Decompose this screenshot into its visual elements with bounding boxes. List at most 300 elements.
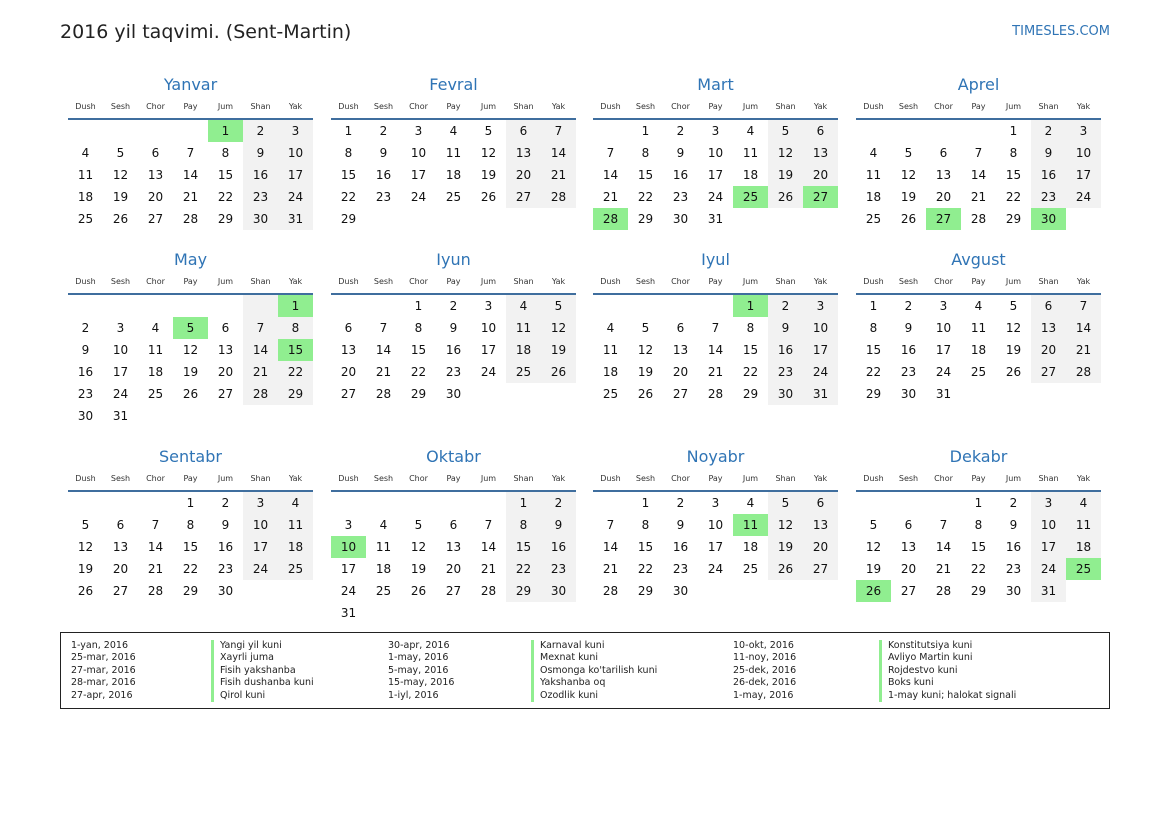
day-cell[interactable]: 20 (672, 365, 689, 379)
day-cell[interactable]: 13 (1031, 317, 1066, 339)
day-cell[interactable]: 24 (480, 365, 497, 379)
day-cell[interactable]: 13 (935, 168, 952, 182)
day-cell[interactable]: 28 (480, 584, 497, 598)
day-cell[interactable]: 21 (1066, 339, 1101, 361)
day-cell[interactable]: 1 (506, 492, 541, 514)
day-cell[interactable]: 17 (707, 168, 724, 182)
day-cell[interactable]: 28 (147, 584, 164, 598)
day-cell[interactable]: 12 (768, 142, 803, 164)
day-cell[interactable]: 12 (480, 146, 497, 160)
day-cell[interactable]: 17 (112, 365, 129, 379)
day-cell[interactable]: 8 (344, 146, 353, 160)
day-cell[interactable]: 15 (217, 168, 234, 182)
day-cell[interactable]: 23 (672, 190, 689, 204)
day-cell[interactable]: 16 (217, 540, 234, 554)
day-cell[interactable]: 23 (243, 186, 278, 208)
day-cell[interactable]: 22 (182, 562, 199, 576)
day-cell[interactable]: 2 (1031, 120, 1066, 142)
day-cell[interactable]: 22 (970, 562, 987, 576)
day-cell[interactable]: 15 (970, 540, 987, 554)
day-cell[interactable]: 14 (1066, 317, 1101, 339)
day-cell[interactable]: 4 (606, 321, 615, 335)
day-cell[interactable]: 25 (865, 212, 882, 226)
day-cell[interactable]: 18 (742, 540, 759, 554)
day-cell[interactable]: 24 (935, 365, 952, 379)
day-cell[interactable]: 18 (375, 562, 392, 576)
day-cell[interactable]: 22 (1005, 190, 1022, 204)
day-cell[interactable]: 9 (676, 146, 685, 160)
day-cell[interactable]: 29 (506, 580, 541, 602)
day-cell[interactable]: 3 (1031, 492, 1066, 514)
day-cell[interactable]: 28 (1066, 361, 1101, 383)
day-cell[interactable]: 30 (672, 584, 689, 598)
day-cell[interactable]: 19 (1005, 343, 1022, 357)
day-cell[interactable]: 21 (243, 361, 278, 383)
day-cell[interactable]: 27 (803, 558, 838, 580)
day-cell[interactable]: 25 (375, 584, 392, 598)
day-cell[interactable]: 7 (379, 321, 388, 335)
day-cell[interactable]: 5 (414, 518, 423, 532)
day-cell[interactable]: 15 (278, 339, 313, 361)
day-cell[interactable]: 19 (541, 339, 576, 361)
day-cell[interactable]: 23 (445, 365, 462, 379)
day-cell[interactable]: 19 (182, 365, 199, 379)
day-cell[interactable]: 21 (147, 562, 164, 576)
day-cell[interactable]: 26 (112, 212, 129, 226)
day-cell[interactable]: 3 (711, 496, 720, 510)
day-cell[interactable]: 12 (182, 343, 199, 357)
day-cell[interactable]: 19 (637, 365, 654, 379)
day-cell[interactable]: 11 (147, 343, 164, 357)
day-cell[interactable]: 11 (1066, 514, 1101, 536)
day-cell[interactable]: 3 (711, 124, 720, 138)
day-cell[interactable]: 3 (243, 492, 278, 514)
day-cell[interactable]: 17 (410, 168, 427, 182)
day-cell[interactable]: 20 (147, 190, 164, 204)
day-cell[interactable]: 23 (768, 361, 803, 383)
day-cell[interactable]: 27 (1031, 361, 1066, 383)
day-cell[interactable]: 24 (112, 387, 129, 401)
day-cell[interactable]: 6 (939, 146, 948, 160)
day-cell[interactable]: 16 (768, 339, 803, 361)
day-cell[interactable]: 3 (116, 321, 125, 335)
day-cell[interactable]: 31 (340, 606, 357, 620)
day-cell[interactable]: 8 (641, 146, 650, 160)
day-cell[interactable]: 7 (1066, 295, 1101, 317)
day-cell[interactable]: 16 (672, 540, 689, 554)
day-cell[interactable]: 18 (77, 190, 94, 204)
day-cell[interactable]: 24 (707, 190, 724, 204)
day-cell[interactable]: 11 (733, 514, 768, 536)
day-cell[interactable]: 22 (637, 190, 654, 204)
day-cell[interactable]: 19 (410, 562, 427, 576)
day-cell[interactable]: 17 (480, 343, 497, 357)
day-cell[interactable]: 31 (935, 387, 952, 401)
day-cell[interactable]: 25 (278, 558, 313, 580)
day-cell[interactable]: 16 (900, 343, 917, 357)
day-cell[interactable]: 29 (182, 584, 199, 598)
day-cell[interactable]: 13 (445, 540, 462, 554)
day-cell[interactable]: 18 (506, 339, 541, 361)
day-cell[interactable]: 23 (375, 190, 392, 204)
day-cell[interactable]: 27 (112, 584, 129, 598)
day-cell[interactable]: 26 (900, 212, 917, 226)
day-cell[interactable]: 2 (221, 496, 230, 510)
day-cell[interactable]: 25 (1066, 558, 1101, 580)
day-cell[interactable]: 3 (344, 518, 353, 532)
day-cell[interactable]: 10 (707, 518, 724, 532)
day-cell[interactable]: 10 (1031, 514, 1066, 536)
day-cell[interactable]: 13 (803, 142, 838, 164)
day-cell[interactable]: 11 (278, 514, 313, 536)
day-cell[interactable]: 14 (602, 168, 619, 182)
day-cell[interactable]: 17 (1031, 536, 1066, 558)
day-cell[interactable]: 31 (1031, 580, 1066, 602)
day-cell[interactable]: 10 (935, 321, 952, 335)
day-cell[interactable]: 28 (935, 584, 952, 598)
day-cell[interactable]: 15 (865, 343, 882, 357)
day-cell[interactable]: 19 (900, 190, 917, 204)
day-cell[interactable]: 14 (602, 540, 619, 554)
day-cell[interactable]: 1 (208, 120, 243, 142)
day-cell[interactable]: 8 (186, 518, 195, 532)
day-cell[interactable]: 29 (865, 387, 882, 401)
day-cell[interactable]: 9 (1009, 518, 1018, 532)
day-cell[interactable]: 8 (869, 321, 878, 335)
day-cell[interactable]: 29 (340, 212, 357, 226)
day-cell[interactable]: 18 (1066, 536, 1101, 558)
day-cell[interactable]: 26 (480, 190, 497, 204)
day-cell[interactable]: 6 (803, 492, 838, 514)
day-cell[interactable]: 9 (221, 518, 230, 532)
day-cell[interactable]: 11 (506, 317, 541, 339)
day-cell[interactable]: 13 (112, 540, 129, 554)
site-link[interactable]: TIMESLES.COM (1012, 24, 1110, 39)
day-cell[interactable]: 30 (217, 584, 234, 598)
day-cell[interactable]: 5 (541, 295, 576, 317)
day-cell[interactable]: 18 (602, 365, 619, 379)
day-cell[interactable]: 26 (77, 584, 94, 598)
day-cell[interactable]: 8 (506, 514, 541, 536)
day-cell[interactable]: 21 (970, 190, 987, 204)
day-cell[interactable]: 13 (340, 343, 357, 357)
day-cell[interactable]: 1 (414, 299, 423, 313)
day-cell[interactable]: 25 (602, 387, 619, 401)
day-cell[interactable]: 8 (278, 317, 313, 339)
day-cell[interactable]: 20 (935, 190, 952, 204)
day-cell[interactable]: 8 (746, 321, 755, 335)
day-cell[interactable]: 27 (900, 584, 917, 598)
day-cell[interactable]: 20 (803, 536, 838, 558)
day-cell[interactable]: 27 (926, 208, 961, 230)
day-cell[interactable]: 18 (278, 536, 313, 558)
day-cell[interactable]: 4 (974, 299, 983, 313)
day-cell[interactable]: 1 (278, 295, 313, 317)
day-cell[interactable]: 24 (410, 190, 427, 204)
day-cell[interactable]: 5 (641, 321, 650, 335)
day-cell[interactable]: 18 (865, 190, 882, 204)
day-cell[interactable]: 7 (711, 321, 720, 335)
day-cell[interactable]: 2 (81, 321, 90, 335)
day-cell[interactable]: 16 (445, 343, 462, 357)
day-cell[interactable]: 1 (974, 496, 983, 510)
day-cell[interactable]: 16 (375, 168, 392, 182)
day-cell[interactable]: 19 (768, 536, 803, 558)
day-cell[interactable]: 2 (676, 124, 685, 138)
day-cell[interactable]: 21 (480, 562, 497, 576)
day-cell[interactable]: 14 (375, 343, 392, 357)
day-cell[interactable]: 17 (243, 536, 278, 558)
day-cell[interactable]: 20 (506, 164, 541, 186)
day-cell[interactable]: 5 (904, 146, 913, 160)
day-cell[interactable]: 1 (1009, 124, 1018, 138)
day-cell[interactable]: 26 (541, 361, 576, 383)
day-cell[interactable]: 23 (672, 562, 689, 576)
day-cell[interactable]: 21 (602, 562, 619, 576)
day-cell[interactable]: 1 (641, 496, 650, 510)
day-cell[interactable]: 2 (1009, 496, 1018, 510)
day-cell[interactable]: 14 (182, 168, 199, 182)
day-cell[interactable]: 20 (1031, 339, 1066, 361)
day-cell[interactable]: 27 (217, 387, 234, 401)
day-cell[interactable]: 30 (768, 383, 803, 405)
day-cell[interactable]: 1 (186, 496, 195, 510)
day-cell[interactable]: 6 (803, 120, 838, 142)
day-cell[interactable]: 28 (707, 387, 724, 401)
day-cell[interactable]: 6 (676, 321, 685, 335)
day-cell[interactable]: 16 (672, 168, 689, 182)
day-cell[interactable]: 15 (637, 540, 654, 554)
day-cell[interactable]: 24 (1031, 558, 1066, 580)
day-cell[interactable]: 31 (112, 409, 129, 423)
day-cell[interactable]: 10 (331, 536, 366, 558)
day-cell[interactable]: 18 (970, 343, 987, 357)
day-cell[interactable]: 11 (375, 540, 392, 554)
day-cell[interactable]: 12 (541, 317, 576, 339)
day-cell[interactable]: 6 (151, 146, 160, 160)
day-cell[interactable]: 22 (637, 562, 654, 576)
day-cell[interactable]: 7 (243, 317, 278, 339)
day-cell[interactable]: 9 (904, 321, 913, 335)
day-cell[interactable]: 23 (77, 387, 94, 401)
day-cell[interactable]: 16 (541, 536, 576, 558)
day-cell[interactable]: 23 (217, 562, 234, 576)
day-cell[interactable]: 27 (672, 387, 689, 401)
day-cell[interactable]: 26 (768, 186, 803, 208)
day-cell[interactable]: 12 (112, 168, 129, 182)
day-cell[interactable]: 17 (935, 343, 952, 357)
day-cell[interactable]: 29 (742, 387, 759, 401)
day-cell[interactable]: 2 (768, 295, 803, 317)
day-cell[interactable]: 13 (217, 343, 234, 357)
day-cell[interactable]: 11 (445, 146, 462, 160)
day-cell[interactable]: 26 (182, 387, 199, 401)
day-cell[interactable]: 19 (77, 562, 94, 576)
day-cell[interactable]: 4 (278, 492, 313, 514)
day-cell[interactable]: 30 (445, 387, 462, 401)
day-cell[interactable]: 23 (900, 365, 917, 379)
day-cell[interactable]: 3 (939, 299, 948, 313)
day-cell[interactable]: 11 (970, 321, 987, 335)
day-cell[interactable]: 10 (480, 321, 497, 335)
day-cell[interactable]: 20 (445, 562, 462, 576)
day-cell[interactable]: 17 (803, 339, 838, 361)
day-cell[interactable]: 9 (676, 518, 685, 532)
day-cell[interactable]: 14 (147, 540, 164, 554)
day-cell[interactable]: 24 (707, 562, 724, 576)
day-cell[interactable]: 14 (480, 540, 497, 554)
day-cell[interactable]: 3 (278, 120, 313, 142)
day-cell[interactable]: 22 (278, 361, 313, 383)
day-cell[interactable]: 5 (81, 518, 90, 532)
day-cell[interactable]: 17 (278, 164, 313, 186)
day-cell[interactable]: 13 (506, 142, 541, 164)
day-cell[interactable]: 8 (414, 321, 423, 335)
day-cell[interactable]: 29 (637, 584, 654, 598)
day-cell[interactable]: 12 (637, 343, 654, 357)
day-cell[interactable]: 25 (77, 212, 94, 226)
day-cell[interactable]: 3 (414, 124, 423, 138)
day-cell[interactable]: 7 (974, 146, 983, 160)
day-cell[interactable]: 15 (1005, 168, 1022, 182)
day-cell[interactable]: 19 (865, 562, 882, 576)
day-cell[interactable]: 25 (742, 562, 759, 576)
day-cell[interactable]: 2 (676, 496, 685, 510)
day-cell[interactable]: 11 (865, 168, 882, 182)
day-cell[interactable]: 12 (410, 540, 427, 554)
day-cell[interactable]: 7 (606, 146, 615, 160)
day-cell[interactable]: 13 (803, 514, 838, 536)
day-cell[interactable]: 10 (803, 317, 838, 339)
day-cell[interactable]: 9 (541, 514, 576, 536)
day-cell[interactable]: 21 (541, 164, 576, 186)
day-cell[interactable]: 26 (410, 584, 427, 598)
day-cell[interactable]: 2 (449, 299, 458, 313)
day-cell[interactable]: 31 (803, 383, 838, 405)
day-cell[interactable]: 26 (1005, 365, 1022, 379)
day-cell[interactable]: 14 (541, 142, 576, 164)
day-cell[interactable]: 7 (541, 120, 576, 142)
day-cell[interactable]: 16 (1031, 164, 1066, 186)
day-cell[interactable]: 9 (768, 317, 803, 339)
day-cell[interactable]: 22 (217, 190, 234, 204)
day-cell[interactable]: 16 (77, 365, 94, 379)
day-cell[interactable]: 4 (449, 124, 458, 138)
day-cell[interactable]: 7 (186, 146, 195, 160)
day-cell[interactable]: 8 (221, 146, 230, 160)
day-cell[interactable]: 6 (1031, 295, 1066, 317)
day-cell[interactable]: 15 (410, 343, 427, 357)
day-cell[interactable]: 9 (81, 343, 90, 357)
day-cell[interactable]: 1 (344, 124, 353, 138)
day-cell[interactable]: 15 (182, 540, 199, 554)
day-cell[interactable]: 2 (243, 120, 278, 142)
day-cell[interactable]: 26 (856, 580, 891, 602)
day-cell[interactable]: 17 (340, 562, 357, 576)
day-cell[interactable]: 24 (278, 186, 313, 208)
day-cell[interactable]: 8 (1009, 146, 1018, 160)
day-cell[interactable]: 21 (707, 365, 724, 379)
day-cell[interactable]: 5 (768, 492, 803, 514)
day-cell[interactable]: 10 (243, 514, 278, 536)
day-cell[interactable]: 20 (217, 365, 234, 379)
day-cell[interactable]: 22 (410, 365, 427, 379)
day-cell[interactable]: 29 (970, 584, 987, 598)
day-cell[interactable]: 4 (1066, 492, 1101, 514)
day-cell[interactable]: 20 (803, 164, 838, 186)
day-cell[interactable]: 25 (733, 186, 768, 208)
day-cell[interactable]: 24 (803, 361, 838, 383)
day-cell[interactable]: 12 (77, 540, 94, 554)
day-cell[interactable]: 30 (77, 409, 94, 423)
day-cell[interactable]: 28 (243, 383, 278, 405)
day-cell[interactable]: 30 (672, 212, 689, 226)
day-cell[interactable]: 4 (81, 146, 90, 160)
day-cell[interactable]: 21 (602, 190, 619, 204)
day-cell[interactable]: 22 (742, 365, 759, 379)
day-cell[interactable]: 16 (243, 164, 278, 186)
day-cell[interactable]: 29 (1005, 212, 1022, 226)
day-cell[interactable]: 5 (869, 518, 878, 532)
day-cell[interactable]: 21 (182, 190, 199, 204)
day-cell[interactable]: 24 (1066, 186, 1101, 208)
day-cell[interactable]: 15 (742, 343, 759, 357)
day-cell[interactable]: 15 (637, 168, 654, 182)
day-cell[interactable]: 5 (116, 146, 125, 160)
day-cell[interactable]: 25 (147, 387, 164, 401)
day-cell[interactable]: 5 (1009, 299, 1018, 313)
day-cell[interactable]: 25 (445, 190, 462, 204)
day-cell[interactable]: 9 (449, 321, 458, 335)
day-cell[interactable]: 11 (602, 343, 619, 357)
day-cell[interactable]: 3 (1066, 120, 1101, 142)
day-cell[interactable]: 21 (375, 365, 392, 379)
day-cell[interactable]: 22 (340, 190, 357, 204)
day-cell[interactable]: 25 (970, 365, 987, 379)
day-cell[interactable]: 30 (243, 208, 278, 230)
day-cell[interactable]: 3 (484, 299, 493, 313)
day-cell[interactable]: 17 (707, 540, 724, 554)
day-cell[interactable]: 8 (641, 518, 650, 532)
day-cell[interactable]: 19 (768, 164, 803, 186)
day-cell[interactable]: 7 (151, 518, 160, 532)
day-cell[interactable]: 6 (116, 518, 125, 532)
day-cell[interactable]: 14 (707, 343, 724, 357)
day-cell[interactable]: 25 (506, 361, 541, 383)
day-cell[interactable]: 28 (970, 212, 987, 226)
day-cell[interactable]: 18 (147, 365, 164, 379)
day-cell[interactable]: 6 (221, 321, 230, 335)
day-cell[interactable]: 10 (707, 146, 724, 160)
day-cell[interactable]: 30 (1005, 584, 1022, 598)
day-cell[interactable]: 27 (147, 212, 164, 226)
day-cell[interactable]: 30 (1031, 208, 1066, 230)
day-cell[interactable]: 23 (1031, 186, 1066, 208)
day-cell[interactable]: 28 (602, 584, 619, 598)
day-cell[interactable]: 31 (707, 212, 724, 226)
day-cell[interactable]: 10 (410, 146, 427, 160)
day-cell[interactable]: 4 (746, 496, 755, 510)
day-cell[interactable]: 24 (340, 584, 357, 598)
day-cell[interactable]: 2 (541, 492, 576, 514)
day-cell[interactable]: 6 (904, 518, 913, 532)
day-cell[interactable]: 29 (278, 383, 313, 405)
day-cell[interactable]: 3 (803, 295, 838, 317)
day-cell[interactable]: 14 (970, 168, 987, 182)
day-cell[interactable]: 7 (484, 518, 493, 532)
day-cell[interactable]: 4 (506, 295, 541, 317)
day-cell[interactable]: 5 (484, 124, 493, 138)
